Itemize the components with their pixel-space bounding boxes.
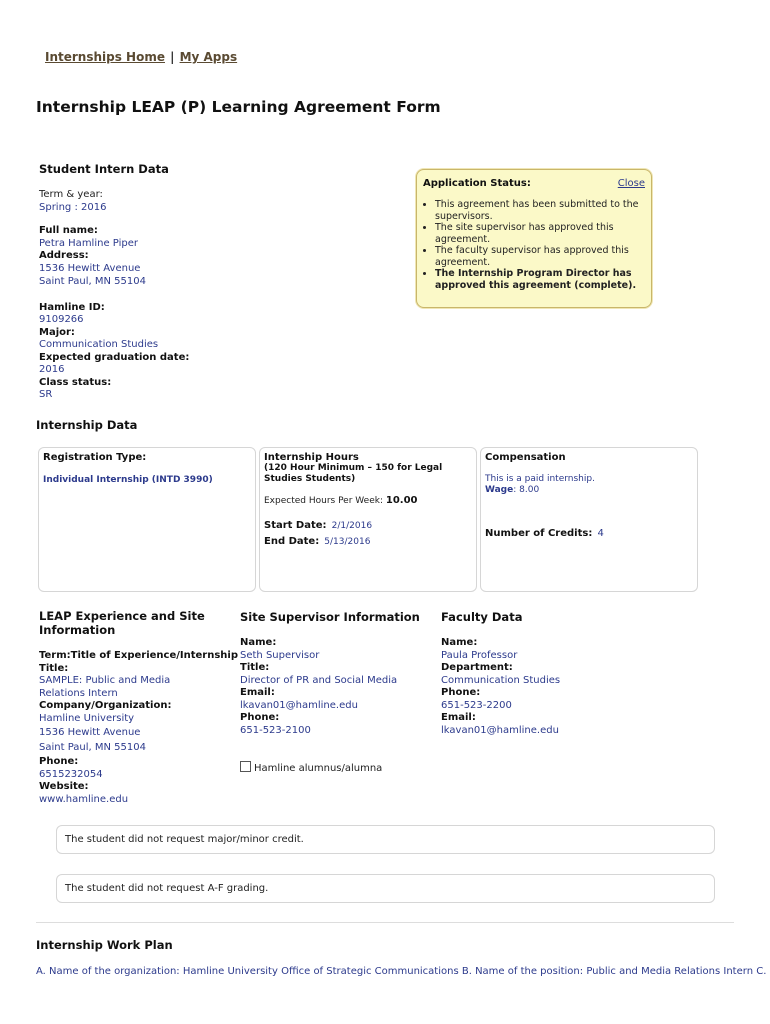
wage-label: Wage: [485, 485, 514, 495]
compensation-text: This is a paid internship.: [485, 474, 595, 484]
dates: [264, 517, 372, 548]
credit-note-text: The student did not request major/minor credit.: [65, 834, 304, 845]
faculty-heading: Faculty Data: [441, 610, 523, 624]
wage-value: : 8.00: [513, 485, 540, 495]
divider: [36, 922, 734, 923]
credits: [485, 521, 604, 540]
address-line1: 1536 Hewitt Avenue: [39, 262, 141, 274]
leap-title-label: Title:: [39, 662, 69, 674]
faculty-data: [441, 637, 641, 737]
company-value: Hamline University: [39, 712, 135, 724]
student-section-heading: Student Intern Data: [39, 162, 169, 176]
supervisor-phone-label: Phone:: [240, 712, 280, 723]
wage: [485, 485, 539, 495]
leap-term-label: Term:Title of Experience/Internship: [39, 650, 239, 661]
address-label: Address:: [39, 250, 89, 261]
status-item: • The site supervisor has approved this agreement.: [435, 222, 657, 245]
compensation-label: Compensation: [485, 452, 566, 463]
registration-type-label: Registration Type:: [43, 452, 147, 463]
full-name-label: Full name:: [39, 225, 98, 236]
site-supervisor-heading: Site Supervisor Information: [240, 610, 420, 624]
faculty-name-label: Name:: [441, 637, 478, 648]
application-status-title: Application Status:: [423, 178, 531, 189]
expected-hours-label: Expected Hours Per Week:: [264, 496, 383, 506]
faculty-dept-label: Department:: [441, 662, 513, 673]
compensation-card: [480, 447, 698, 592]
end-date-value: 5/13/2016: [324, 536, 371, 547]
work-plan-text: A. Name of the organization: Hamline University Office of Strategic Communications B. Name of the position: Public and Media Relations Intern C.: [36, 966, 767, 977]
internship-hours-card: [259, 447, 477, 592]
status-item-complete: • The Internship Program Director has approved this agreement (complete).: [435, 268, 657, 291]
leap-section-heading: LEAP Experience and Site Information: [39, 609, 205, 637]
hamline-id-value: 9109266: [39, 314, 84, 325]
internship-hours-note: (120 Hour Minimum – 150 for Legal Studies Students): [264, 463, 443, 484]
expected-hours: [264, 495, 418, 506]
expected-hours-value: 10.00: [385, 495, 418, 506]
supervisor-name-value: Seth Supervisor: [240, 649, 320, 661]
term-label: Term & year:: [39, 189, 103, 200]
internships-home-link[interactable]: Internships Home: [45, 50, 165, 64]
registration-type-value: Individual Internship (INTD 3990): [43, 475, 213, 485]
company-phone-value: 6515232054: [39, 768, 103, 780]
status-item: • The faculty supervisor has approved this agreement.: [435, 245, 657, 268]
major-value: Communication Studies: [39, 339, 159, 350]
company-address-line2: Saint Paul, MN 55104: [39, 741, 146, 753]
company-label: Company/Organization:: [39, 700, 172, 711]
grad-date-value: 2016: [39, 364, 65, 375]
registration-type-card: [38, 447, 256, 592]
supervisor-phone-value: 651-523-2100: [240, 724, 311, 736]
class-status-value: SR: [39, 389, 53, 400]
company-phone-label: Phone:: [39, 756, 79, 767]
faculty-email-value: lkavan01@hamline.edu: [441, 724, 559, 736]
supervisor-title-value: Director of PR and Social Media: [240, 674, 398, 686]
internship-section-heading: Internship Data: [36, 418, 138, 432]
supervisor-title-label: Title:: [240, 662, 270, 673]
hamline-id-label: Hamline ID:: [39, 301, 105, 313]
company-website-value[interactable]: www.hamline.edu: [39, 793, 129, 805]
full-name-value: Petra Hamline Piper: [39, 237, 138, 249]
address-line2: Saint Paul, MN 55104: [39, 276, 146, 287]
major-label: Major:: [39, 326, 75, 338]
close-status-link[interactable]: Close: [617, 178, 645, 189]
credit-note-box: [56, 825, 715, 854]
term-value: Spring : 2016: [39, 201, 107, 213]
leap-title-value: SAMPLE: Public and Media Relations Intern: [39, 675, 171, 699]
credits-value: 4: [597, 528, 604, 539]
supervisor-name-label: Name:: [240, 637, 277, 648]
application-status-box: [416, 169, 652, 308]
work-plan-heading: Internship Work Plan: [36, 938, 173, 952]
supervisor-email-value: lkavan01@hamline.edu: [240, 699, 358, 711]
student-data: [39, 189, 339, 402]
alumnus-label: Hamline alumnus/alumna: [254, 763, 383, 774]
internship-hours-label: Internship Hours: [264, 452, 359, 463]
company-address-line1: 1536 Hewitt Avenue: [39, 727, 141, 738]
top-nav: [45, 46, 237, 65]
supervisor-email-label: Email:: [240, 687, 275, 698]
my-apps-link[interactable]: My Apps: [179, 50, 238, 64]
start-date-label: Start Date:: [264, 520, 327, 531]
company-website-label: Website:: [39, 781, 89, 792]
faculty-email-label: Email:: [441, 712, 476, 723]
leap-data: [39, 650, 239, 806]
grading-note-box: [56, 874, 715, 903]
alumnus-row: [240, 761, 382, 774]
faculty-phone-value: 651-523-2200: [441, 699, 512, 711]
credits-label: Number of Credits:: [485, 528, 593, 539]
grading-note-text: The student did not request A-F grading.: [65, 883, 269, 894]
faculty-phone-label: Phone:: [441, 687, 481, 698]
class-status-label: Class status:: [39, 376, 112, 388]
start-date-value: 2/1/2016: [331, 521, 373, 531]
grad-date-label: Expected graduation date:: [39, 351, 190, 363]
alumnus-checkbox[interactable]: [240, 761, 251, 772]
status-list: [417, 199, 657, 291]
site-supervisor-data: [240, 637, 435, 737]
nav-separator: |: [170, 50, 175, 64]
faculty-name-value: Paula Professor: [441, 649, 518, 661]
faculty-dept-value: Communication Studies: [441, 674, 561, 686]
status-item: • This agreement has been submitted to the supervisors.: [435, 199, 657, 222]
page-title: Internship LEAP (P) Learning Agreement Form: [36, 98, 441, 116]
end-date-label: End Date:: [264, 535, 320, 547]
